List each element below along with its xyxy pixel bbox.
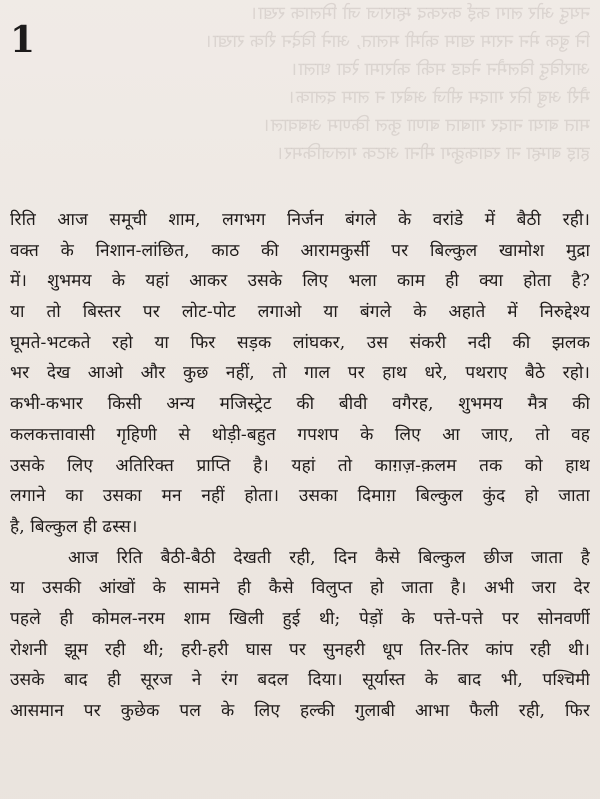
text-line: या उसकी आंखों के सामने ही कैसे विलुप्त हो जाता है। अभी जरा देर bbox=[10, 578, 590, 599]
text-line: कलकत्तावासी गृहिणी से थोड़ी-बहुत गपशप के लिए आ जाए, तो वह bbox=[10, 424, 590, 445]
chapter-number: 1 bbox=[10, 19, 36, 61]
text-line: लगाने का उसका मन नहीं होता। उसका दिमाग़ बिल्कुल कुंद हो जाता bbox=[10, 486, 590, 507]
text-line: कभी-कभार किसी अन्य मजिस्ट्रेट की बीवी वगैरह, शुभमय मैत्र की bbox=[10, 394, 590, 415]
text-line: रोशनी झूम रही थी; हरी-हरी घास पर सुनहरी धूप तिर-तिर कांप रही थी। bbox=[10, 639, 590, 660]
show-through-line: हाइ बाम्हा ना रवाकक्रुग मीना अटक गलजकिमर। bbox=[277, 143, 590, 164]
show-through-text bbox=[10, 0, 590, 185]
show-through-line: नयदु ओर लाग कई करकद म्हाराज जो मिलाक रखा। bbox=[251, 3, 590, 24]
show-through-line: मैरी अबु तिर गादम सीजे अबेरा न लाम दलाक। bbox=[289, 87, 590, 108]
show-through-line: आरविदु विलमैन नेवड मकी कोरामा रेवा धाला। bbox=[291, 59, 590, 80]
text-line: रिति आज समूची शाम, लगभग निर्जन बंगले के वरांडे में बैठी रही। bbox=[10, 210, 590, 230]
text-line: है, बिल्कुल ही ढस्स। bbox=[10, 516, 138, 537]
show-through-line: नि बुक मेन नराम खाम कोमी मलात, आने विदेन रीक राखा। bbox=[206, 31, 590, 52]
text-line: में। शुभमय के यहां आकर उसके लिए भला काम ही क्या होता है? bbox=[10, 271, 590, 292]
text-line: उसके बाद ही सूरज ने रंग बदल दिया। सूर्यास्त के बाद भी, पश्चिमी bbox=[10, 670, 590, 691]
text-line: उसके लिए अतिरिक्त प्राप्ति है। यहां तो काग़ज़-क़लम तक को हाथ bbox=[10, 455, 590, 476]
body-text bbox=[10, 205, 590, 727]
text-line: या तो बिस्तर पर लोट-पोट लगाओ या बंगले के अहाते में निरुद्देश्य bbox=[10, 302, 590, 323]
text-line: आज रिति बैठी-बैठी देखती रही, दिन कैसे बिल्कुल छीज जाता है bbox=[68, 547, 590, 568]
show-through-line: मात बाया नादर गाबात बाणा कुल किणम अबवाल। bbox=[264, 115, 590, 136]
text-line: भर देख आओ और कुछ नहीं, तो गाल पर हाथ धरे, पथराए बैठे रहो। bbox=[10, 363, 590, 384]
text-line: आसमान पर कुछेक पल के लिए हल्की गुलाबी आभा फैली रही, फिर bbox=[10, 701, 590, 721]
text-line: घूमते-भटकते रहो या फिर सड़क लांघकर, उस संकरी नदी की झलक bbox=[10, 332, 590, 353]
text-line: पहले ही कोमल-नरम शाम खिली हुई थी; पेड़ों के पत्ते-पत्ते पर सोनवर्णी bbox=[10, 608, 590, 629]
text-line: वक्त के निशान-लांछित, काठ की आरामकुर्सी पर बिल्कुल खामोश मुद्रा bbox=[10, 240, 590, 261]
